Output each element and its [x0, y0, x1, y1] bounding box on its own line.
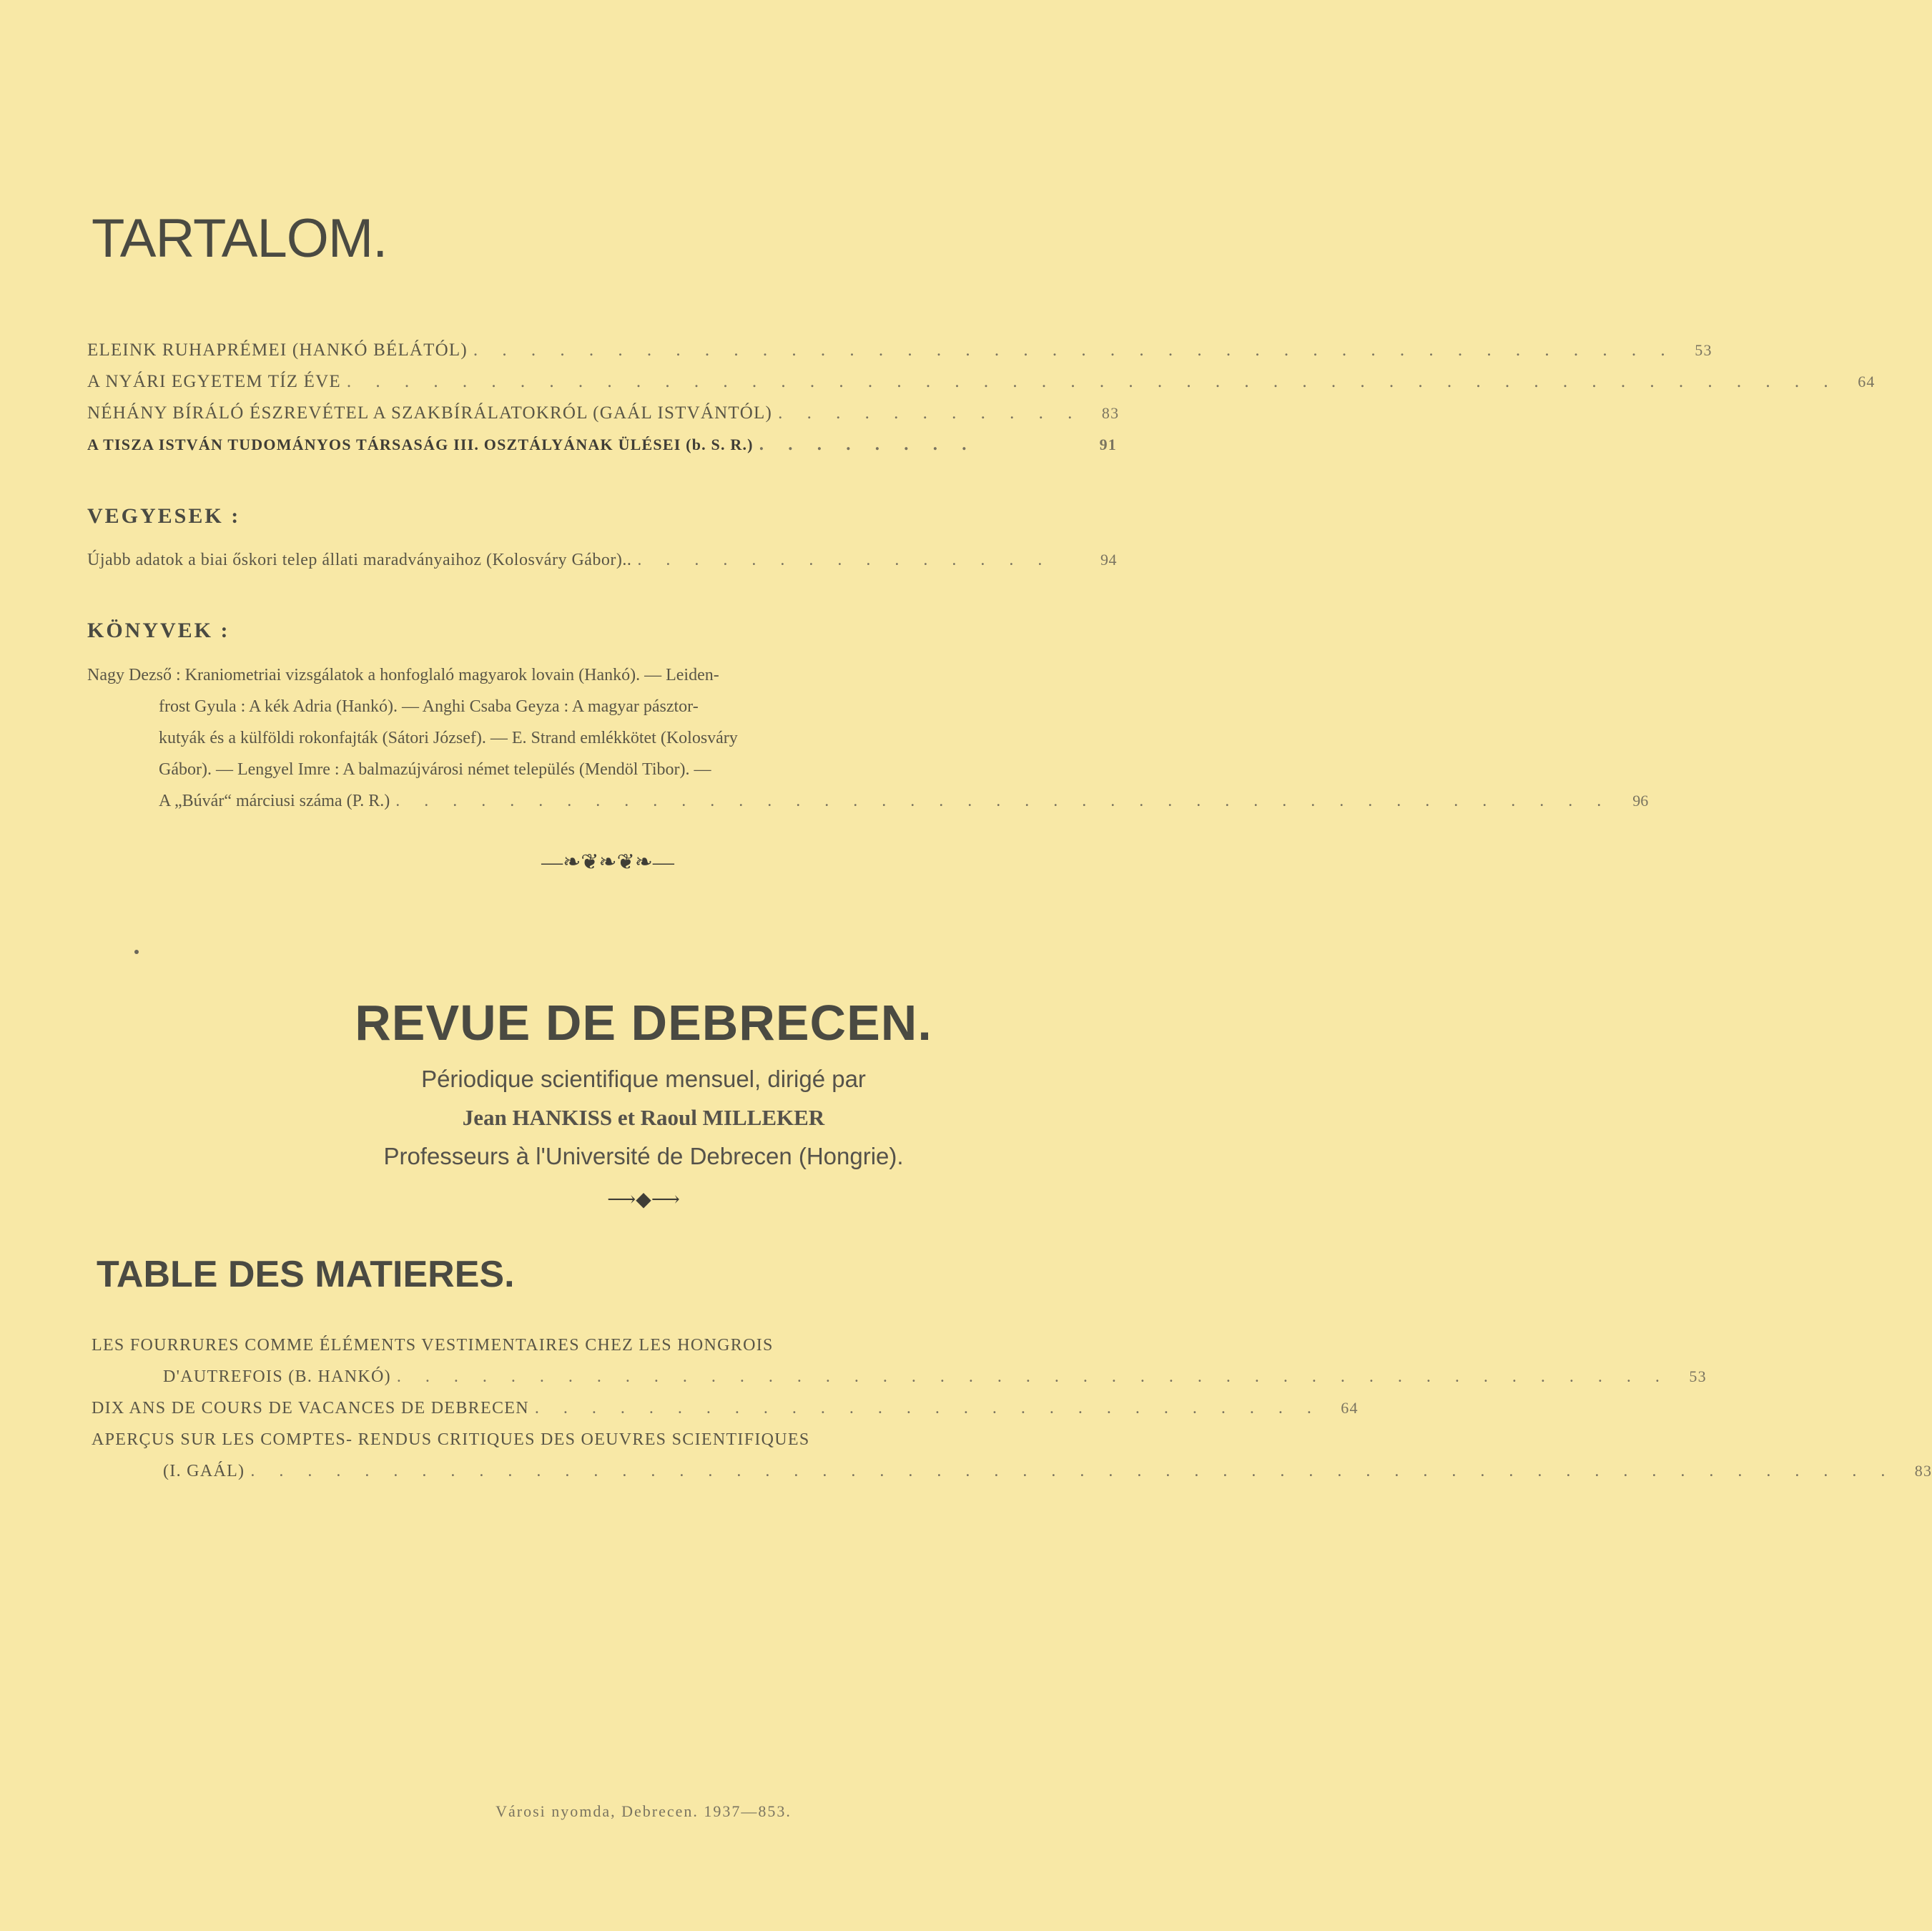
revue-affiliation: Professeurs à l'Université de Debrecen (Hongrie).	[383, 1143, 904, 1169]
leader-dots: . . . . . . . .	[759, 435, 977, 454]
leader-dots: . . . . . . . . . . . . . . . . . . . . . . . . . . . . . . . . . . . . . . . . . . . . . . . . . . . .	[346, 372, 1838, 391]
toc-entry-page: 53	[1695, 341, 1712, 359]
toc-entry-page: 83	[1101, 404, 1120, 422]
toc-entry	[87, 435, 1117, 466]
toc-entry-page: 64	[1858, 373, 1876, 390]
revue-editors: Jean HANKISS et Raoul MILLEKER	[462, 1105, 825, 1130]
fr-entry-text: LES FOURRURES COMME ÉLÉMENTS VESTIMENTAIRES CHEZ LES HONGROIS	[92, 1336, 774, 1355]
misc-entry-page: 94	[1100, 551, 1117, 569]
arrow-ornament: ⟶◆⟶	[607, 1189, 680, 1211]
toc-entry-text: A NYÁRI EGYETEM TÍZ ÉVE	[87, 372, 341, 391]
books-line: frost Gyula : A kék Adria (Hankó). — Anghi Csaba Geyza : A magyar pásztor-	[159, 697, 699, 716]
toc-entry-page: 91	[1099, 436, 1117, 453]
books-line: Gábor). — Lengyel Imre : A balmazújvárosi német település (Mendöl Tibor). —	[159, 760, 711, 779]
leader-dots: . . . . . . . . . . .	[778, 403, 1083, 423]
misc-entry-text: Újabb adatok a biai őskori telep állati maradványaihoz (Kolosváry Gábor)..	[87, 551, 632, 569]
leader-dots: . . . . . . . . . . . . . . . . . . . . . . . . . . . . . . . . . . . . . . . . . . . . .	[396, 1367, 1670, 1386]
toc-entry	[87, 372, 1876, 403]
leader-dots: . . . . . . . . . . . . . . . . . . . . . . . . . . . . . . . . . . . . . . . . . . . . . . . . . . . . . . . . . .	[250, 1462, 1896, 1480]
toc-entry-text: NÉHÁNY BÍRÁLÓ ÉSZREVÉTEL A SZAKBÍRÁLATOKRÓL (GAÁL ISTVÁNTÓL)	[87, 403, 773, 423]
fr-entry-text: D'AUTREFOIS (B. HANKÓ)	[163, 1367, 391, 1386]
fr-entry-text: APERÇUS SUR LES COMPTES- RENDUS CRITIQUES DES OEUVRES SCIENTIFIQUES	[92, 1430, 810, 1449]
printer-imprint: Városi nyomda, Debrecen. 1937—853.	[496, 1802, 792, 1820]
leader-dots: . . . . . . . . . . . . . . . . . . . . . . . . . . . . . . . . . . . . . . . . . . .	[395, 792, 1612, 810]
toc-entry	[87, 340, 1712, 372]
ink-dot	[134, 950, 139, 954]
fr-toc-line	[92, 1367, 1707, 1399]
misc-entry	[87, 551, 1117, 582]
tartalom-title: TARTALOM.	[92, 208, 388, 269]
books-line: Nagy Dezső : Kraniometriai vizsgálatok a honfoglaló magyarok lovain (Hankó). — Leiden-	[87, 666, 719, 684]
books-list	[87, 659, 1649, 817]
fr-toc-line	[92, 1462, 1932, 1493]
leader-dots: . . . . . . . . . . . . . . . . . . . . . . . . . . . .	[534, 1399, 1321, 1417]
fr-entry-page: 83	[1914, 1462, 1932, 1480]
leader-dots: . . . . . . . . . . . . . . . . . . . . . . . . . . . . . . . . . . . . . . . . . .	[473, 340, 1675, 360]
revue-title: REVUE DE DEBRECEN.	[355, 995, 932, 1051]
fr-entry-page: 53	[1689, 1367, 1707, 1385]
fr-toc-line	[92, 1336, 1115, 1367]
fr-toc	[92, 1336, 1932, 1493]
fr-toc-line	[92, 1399, 1359, 1430]
books-line: A „Búvár“ márciusi száma (P. R.)	[159, 792, 390, 810]
konyvek-heading: KÖNYVEK :	[87, 619, 230, 642]
table-des-matieres-title: TABLE DES MATIERES.	[97, 1254, 515, 1295]
ornament-divider: —❧❦❧❦❧—	[541, 850, 674, 874]
toc-entry-text: ELEINK RUHAPRÉMEI (HANKÓ BÉLÁTÓL)	[87, 340, 468, 360]
fr-entry-text: DIX ANS DE COURS DE VACANCES DE DEBRECEN	[92, 1399, 529, 1417]
books-page: 96	[1632, 792, 1649, 810]
vegyesek-heading: VEGYESEK :	[87, 504, 241, 528]
books-line: kutyák és a külföldi rokonfajták (Sátori József). — E. Strand emlékkötet (Kolosváry	[159, 729, 738, 747]
leader-dots: . . . . . . . . . . . . . . .	[637, 551, 1053, 569]
fr-entry-text: (I. GAÁL)	[163, 1462, 245, 1480]
fr-entry-page: 64	[1341, 1399, 1359, 1417]
toc-entry	[87, 403, 1120, 435]
fr-toc-line	[92, 1430, 1115, 1462]
revue-subtitle: Périodique scientifique mensuel, dirigé par	[421, 1066, 866, 1092]
toc-entry-text: A TISZA ISTVÁN TUDOMÁNYOS TÁRSASÁG III. OSZTÁLYÁNAK ÜLÉSEI (b. S. R.)	[87, 436, 754, 453]
hu-toc	[87, 340, 1876, 466]
